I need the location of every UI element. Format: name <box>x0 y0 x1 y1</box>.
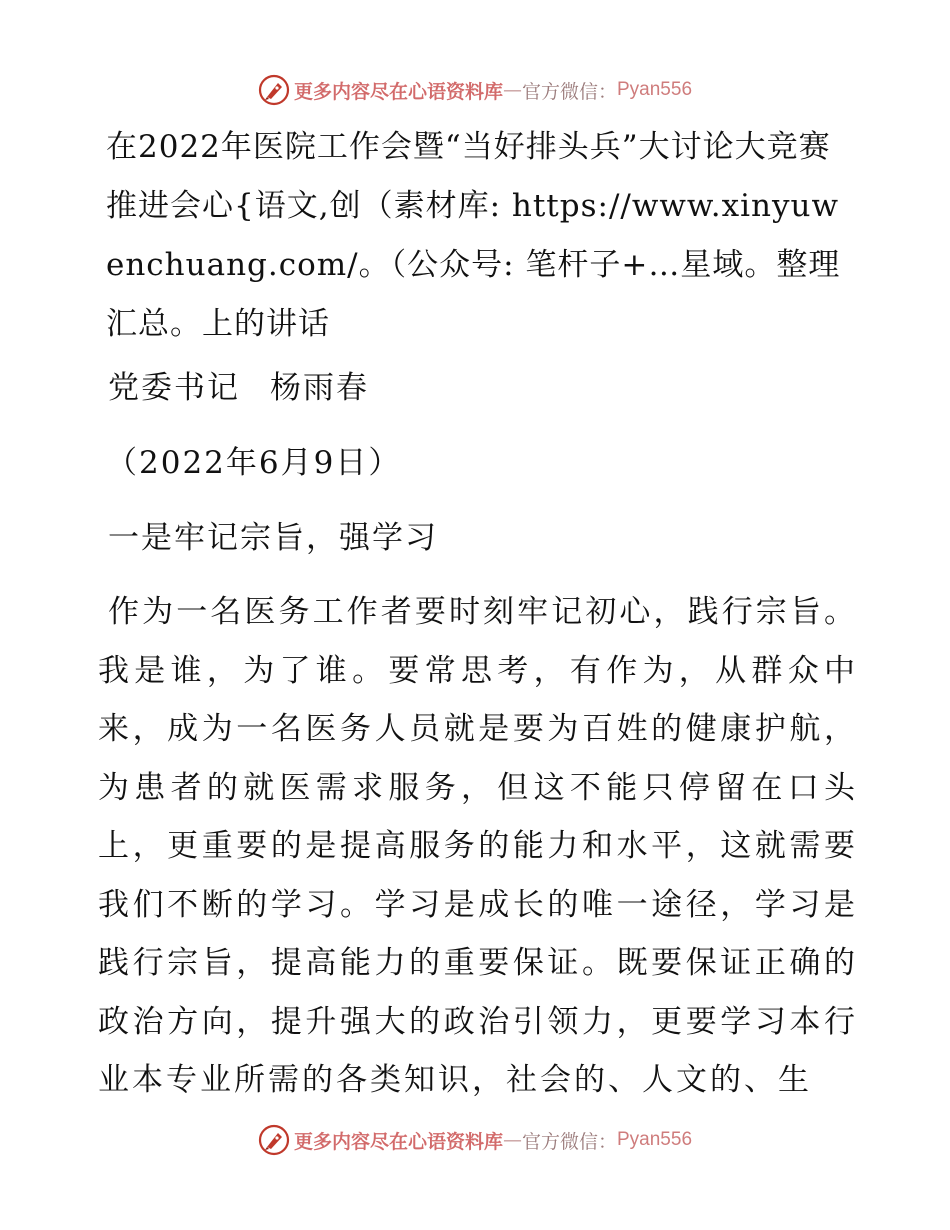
section-heading: 一是牢记宗旨，强学习 <box>108 520 438 556</box>
body-paragraph: 作为一名医务工作者要时刻牢记初心，践行宗旨。我是谁，为了谁。要常思考，有作为，从群众中来，成为一名医务人员就是要为百姓的健康护航，为患者的就医需求服务，但这不能只停留在口头上，更重要的是提高服务的能力和水平，这就需要我们不断的学习。学习是成长的唯一途径，学习是践行宗旨，提高能力的重要保证。既要保证正确的政治方向，提升强大的政治引领力，更要学习本行业本专业所需的各类知识，社会的、人文的、生 <box>98 594 858 1098</box>
watermark-wechat-id: Pyan556 <box>617 1129 693 1150</box>
header-watermark <box>0 70 950 110</box>
watermark-brand-text: 更多内容尽在心语资料库 <box>293 80 503 103</box>
author-name: 杨雨春 <box>270 370 369 406</box>
watermark-separator: — <box>502 1129 522 1151</box>
watermark-official-label: 官方微信： <box>521 80 617 103</box>
pen-nib-logo-icon <box>258 74 290 106</box>
speech-date: （2022年6月9日） <box>106 445 402 481</box>
author-role: 党委书记 <box>108 370 240 406</box>
watermark-official-label: 官方微信： <box>521 1130 617 1153</box>
document-body <box>98 118 858 1110</box>
watermark-brand-text: 更多内容尽在心语资料库 <box>293 1130 503 1153</box>
author-line <box>98 368 858 408</box>
pen-nib-logo-icon <box>258 1124 290 1156</box>
footer-watermark <box>0 1120 950 1160</box>
watermark-separator: — <box>502 79 522 101</box>
document-title: 在2022年医院工作会暨“当好排头兵”大讨论大竞赛推进会心{语文,创（素材库: https://www.xinyuwenchuang.com/。（公众号: 笔杆子+…星域。整理汇总。上的讲话 <box>106 129 841 342</box>
watermark-wechat-id: Pyan556 <box>617 79 693 100</box>
